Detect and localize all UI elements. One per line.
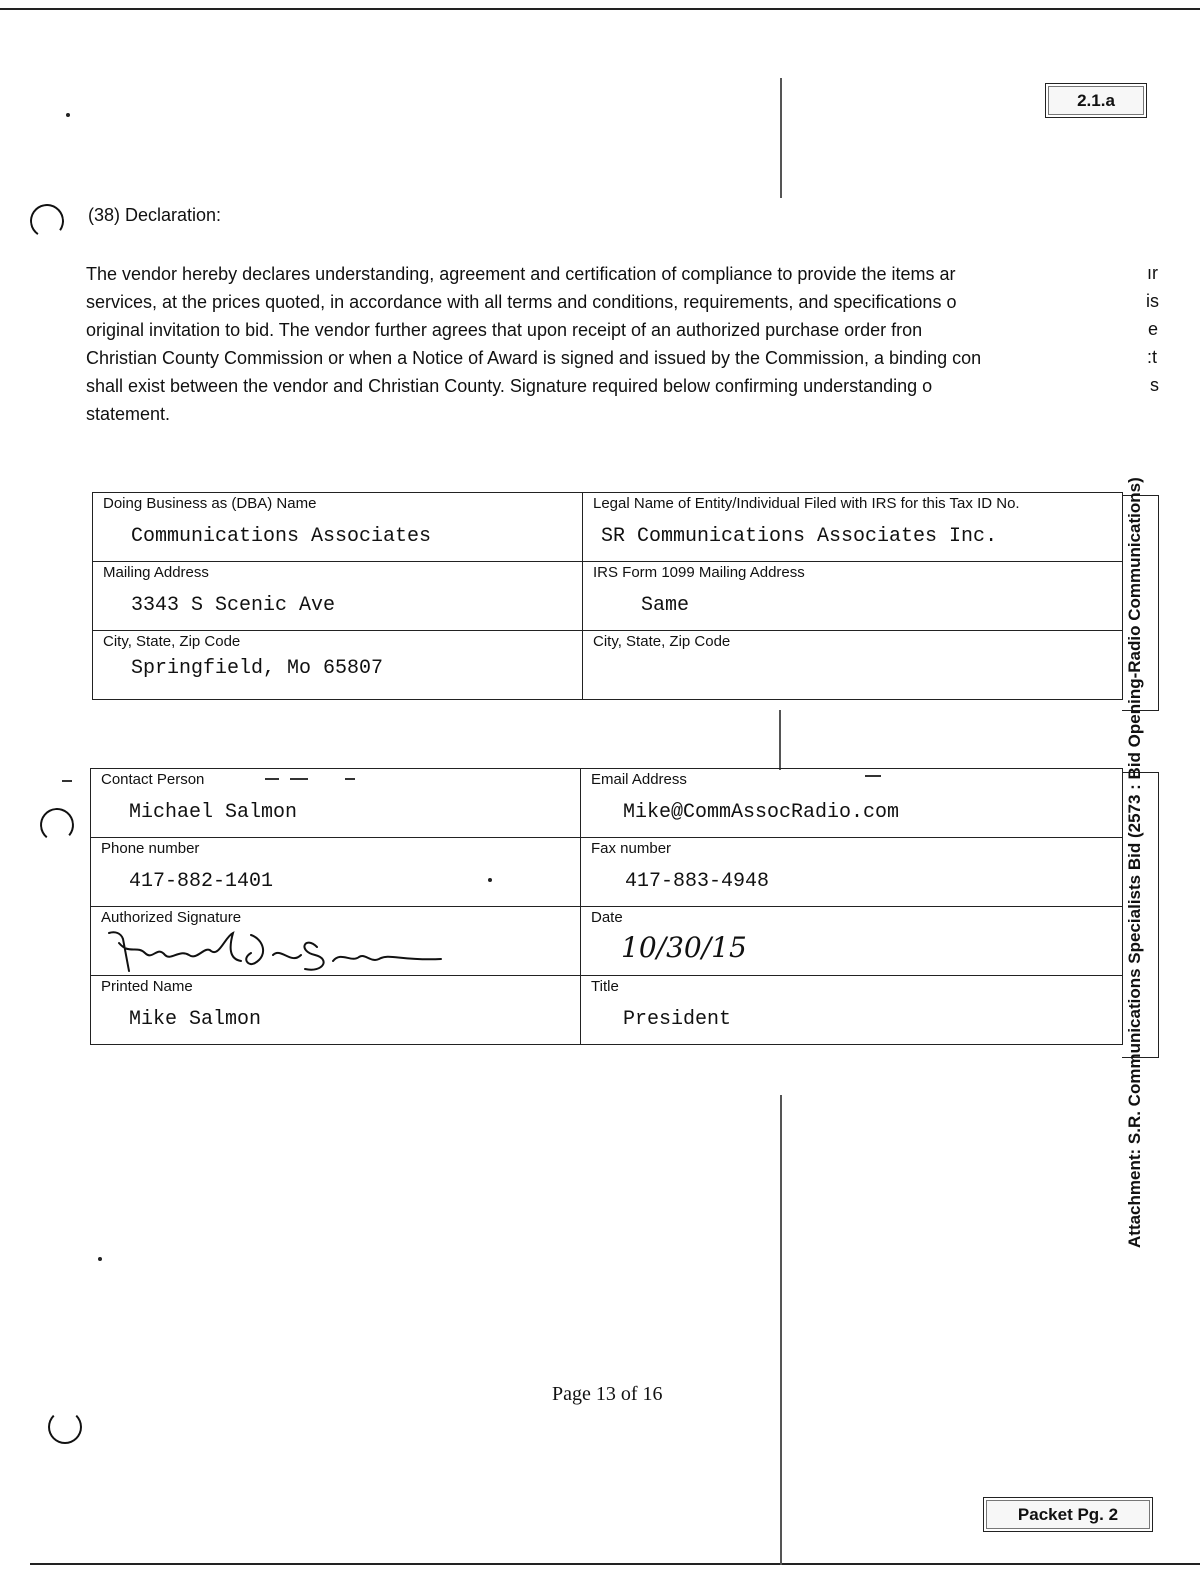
declaration-heading: (38) Declaration: [88, 205, 222, 225]
contact-person-label: Contact Person [101, 771, 205, 788]
declaration-paragraph [86, 260, 1120, 428]
top-edge-line [0, 8, 1200, 10]
email-label: Email Address [591, 771, 687, 788]
title-label: Title [591, 978, 619, 995]
margin-dash [865, 775, 881, 777]
margin-dash [62, 780, 72, 782]
cut-off-fragment-1: ır [1147, 263, 1158, 283]
margin-dash [345, 778, 355, 780]
cut-off-fragment-3: e [1148, 319, 1159, 339]
table-row [91, 907, 1123, 976]
phone-label: Phone number [101, 840, 200, 857]
page-tag-top [1045, 83, 1147, 118]
page-tag-top-text: 2.1.a [1077, 90, 1115, 110]
phone-value: 417-882-1401 [129, 870, 274, 893]
mailing-address-label: Mailing Address [103, 564, 209, 581]
cut-off-fragment-4: :t [1147, 347, 1158, 367]
signature-label: Authorized Signature [101, 909, 242, 926]
margin-dash [290, 778, 308, 780]
signature-cell [91, 907, 581, 976]
city-state-zip-value: Springfield, Mo 65807 [131, 657, 384, 680]
declaration-line-5: shall exist between the vendor and Christian County. Signature required below confirming understanding o [86, 376, 933, 396]
declaration-line-4: Christian County Commission or when a Notice of Award is signed and issued by the Commission, a binding con [86, 348, 982, 368]
speck [98, 1257, 102, 1261]
punch-hole-top [27, 201, 66, 240]
printed-name-label: Printed Name [101, 978, 193, 995]
fold-line-mid [779, 710, 781, 770]
city-state-zip-label: City, State, Zip Code [103, 633, 241, 650]
title-cell [581, 976, 1123, 1045]
cut-off-fragment-5: s [1150, 375, 1159, 395]
fax-label: Fax number [591, 840, 672, 857]
table-row [93, 562, 1123, 631]
date-value: 10/30/15 [621, 931, 747, 964]
speck [488, 878, 492, 882]
phone-cell [91, 838, 581, 907]
irs-city-state-zip-cell [583, 631, 1123, 700]
cut-off-fragment-2: is [1146, 291, 1159, 311]
contact-person-value: Michael Salmon [129, 801, 298, 824]
declaration-line-1: The vendor hereby declares understanding, agreement and certification of compliance to provide the items ar [86, 264, 956, 284]
vendor-info-table [92, 492, 1123, 700]
punch-hole-middle [39, 807, 76, 844]
fold-line-lower [780, 1095, 782, 1565]
fax-value: 417-883-4948 [625, 870, 770, 893]
packet-page-tag [983, 1497, 1153, 1532]
dba-value: Communications Associates [131, 525, 432, 548]
table-row [91, 838, 1123, 907]
date-cell [581, 907, 1123, 976]
irs-mailing-address-cell [583, 562, 1123, 631]
email-value: Mike@CommAssocRadio.com [623, 801, 900, 824]
printed-name-cell [91, 976, 581, 1045]
fax-cell [581, 838, 1123, 907]
irs-city-state-zip-label: City, State, Zip Code [593, 633, 731, 650]
table-row [93, 493, 1123, 562]
dba-cell [93, 493, 583, 562]
contact-person-cell [91, 769, 581, 838]
mailing-address-value: 3343 S Scenic Ave [131, 594, 336, 617]
email-cell [581, 769, 1123, 838]
printed-name-value: Mike Salmon [129, 1008, 262, 1031]
contact-info-table [90, 768, 1123, 1045]
packet-page-tag-text: Packet Pg. 2 [1017, 1504, 1119, 1524]
speck [66, 113, 70, 117]
legal-name-cell [583, 493, 1123, 562]
handwritten-signature [101, 925, 461, 977]
dba-label: Doing Business as (DBA) Name [103, 495, 317, 512]
mailing-address-cell [93, 562, 583, 631]
irs-mailing-address-label: IRS Form 1099 Mailing Address [593, 564, 805, 581]
margin-dash [265, 778, 279, 780]
punch-hole-bottom [48, 1410, 82, 1444]
declaration-line-3: original invitation to bid. The vendor further agrees that upon receipt of an authorized purchase order fron [86, 320, 923, 340]
declaration-line-6: statement. [86, 404, 171, 424]
date-label: Date [591, 909, 623, 926]
fold-line-top [780, 78, 782, 198]
declaration-line-2: services, at the prices quoted, in accordance with all terms and conditions, requirements, and specifications o [86, 292, 957, 312]
side-attachment-label: Attachment: S.R. Communications Specialists Bid (2573 : Bid Opening-Radio Communications) [1125, 477, 1144, 1248]
legal-name-value: SR Communications Associates Inc. [601, 525, 998, 548]
table-row [91, 769, 1123, 838]
table-row [91, 976, 1123, 1045]
city-state-zip-cell [93, 631, 583, 700]
bottom-edge-line [30, 1563, 1200, 1565]
table-row [93, 631, 1123, 700]
legal-name-label: Legal Name of Entity/Individual Filed with IRS for this Tax ID No. [593, 495, 1020, 512]
irs-mailing-address-value: Same [641, 594, 690, 617]
page-number: Page 13 of 16 [552, 1383, 663, 1405]
title-value: President [623, 1008, 732, 1031]
